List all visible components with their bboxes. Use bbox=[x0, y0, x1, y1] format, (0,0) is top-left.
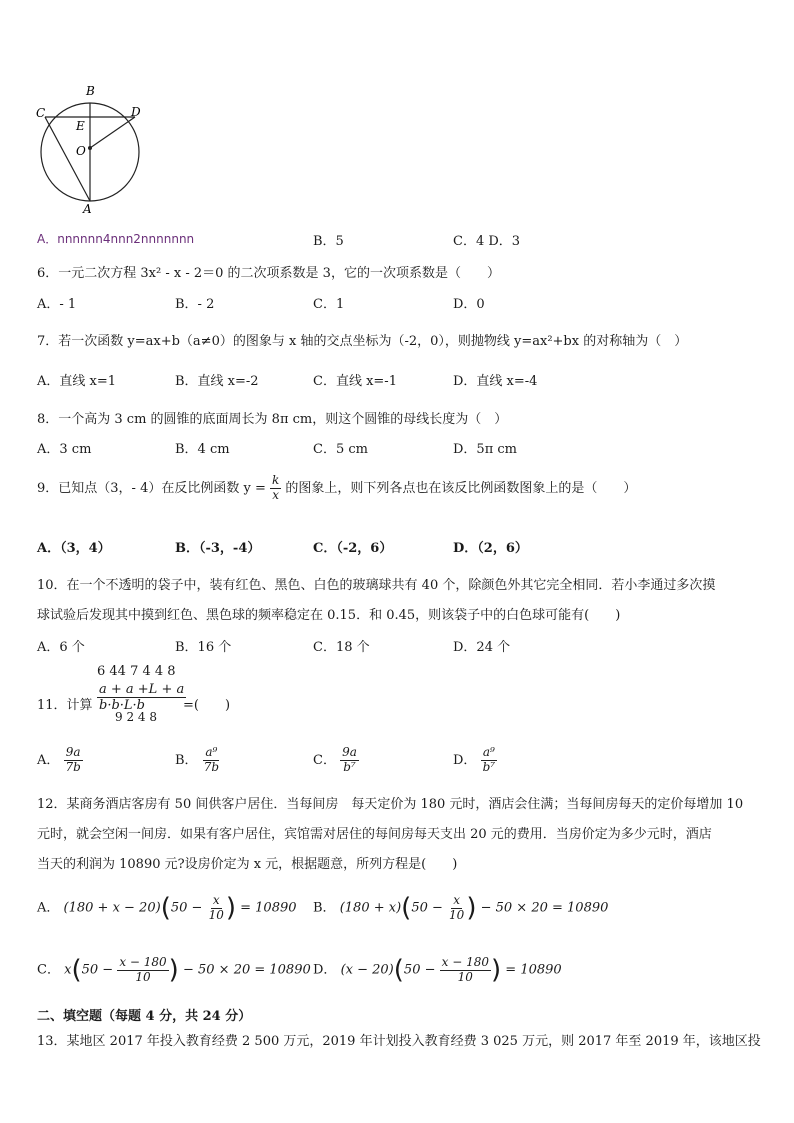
q11-option-a-label: A． bbox=[37, 752, 60, 768]
q11-option-a-num: 9a bbox=[65, 745, 81, 759]
q12-option-d-num: x − 180 bbox=[441, 954, 489, 969]
q11-prefix: 11．计算 bbox=[37, 698, 93, 713]
q12-stem-line2: 元时，就会空闲一间房．如果有客户居住，宾馆需对居住的每间房每天支出 20 元的费用．当房价定为多少元时，酒店 bbox=[37, 827, 712, 842]
q6-option-c: C．1 bbox=[313, 297, 345, 312]
q5-option-a-text: A．nnnnnn4nnn2nnnnnnn bbox=[37, 232, 195, 246]
q12-option-a-left: (180 + x − 20) bbox=[63, 900, 161, 916]
q11-option-d-num: a⁹ bbox=[482, 745, 495, 759]
q6-option-d: D．0 bbox=[453, 297, 485, 312]
q12-option-a-inner: 50 − bbox=[170, 900, 203, 916]
q12-option-b-right: − 50 × 20 = 10890 bbox=[480, 900, 609, 916]
q9-frac-num: k bbox=[271, 473, 280, 487]
q6-option-b: B．- 2 bbox=[175, 297, 215, 312]
q10-stem-line1: 10．在一个不透明的袋子中，装有红色、黑色、白色的玻璃球共有 40 个，除颜色外其它完全相同．若小李通过多次摸 bbox=[37, 578, 716, 593]
q11-option-c-num: 9a bbox=[342, 745, 357, 759]
q12-option-d-right: = 10890 bbox=[505, 962, 562, 978]
q13-stem-line1: 13．某地区 2017 年投入教育经费 2 500 万元，2019 年计划投入教育经费 3 025 万元，则 2017 年至 2019 年，该地区投 bbox=[37, 1034, 761, 1049]
q12-option-a-label: A． bbox=[37, 900, 60, 916]
q11-option-b-label: B． bbox=[175, 752, 198, 768]
q12-option-a: A． (180 + x − 20)(50 − $\frac{x}{10}$ ) = 10890 bbox=[37, 892, 297, 923]
q7-option-d: D．直线 x=-4 bbox=[453, 374, 538, 389]
q10-option-a: A．6 个 bbox=[37, 640, 85, 655]
q9-fraction bbox=[270, 474, 281, 503]
q11-option-b-num: a⁹ bbox=[205, 745, 218, 759]
q12-option-a-num: x bbox=[212, 892, 220, 907]
label-e: E bbox=[76, 119, 85, 133]
q11-option-a bbox=[37, 746, 83, 775]
q12-option-b-label: B． bbox=[313, 900, 336, 916]
q12-option-c-label: C． bbox=[37, 962, 60, 978]
label-c: C bbox=[36, 106, 46, 120]
q12-option-a-den: 10 bbox=[208, 907, 224, 922]
q11-overbrace-label: 6 44 7 4 4 8 bbox=[97, 664, 176, 679]
q12-stem-line1: 12．某商务酒店客房有 50 间供客户居住．当每间房 每天定价为 180 元时，酒店会住满；当每间房每天的定价每增加 10 bbox=[37, 797, 744, 812]
q10-stem-line2: 球试验后发现其中摸到红色、黑色球的频率稳定在 0.15．和 0.45，则该袋子中的白色球可能有( ) bbox=[37, 608, 621, 623]
q12-option-c-left: x bbox=[64, 962, 72, 978]
q8-stem: 8．一个高为 3 cm 的圆锥的底面周长为 8π cm，则这个圆锥的母线长度为（ ） bbox=[37, 412, 508, 427]
q12-option-c-inner: 50 − bbox=[81, 962, 114, 978]
q9-option-c: C．（-2，6） bbox=[313, 541, 393, 556]
q11-option-d bbox=[453, 746, 497, 775]
q8-option-b: B．4 cm bbox=[175, 442, 230, 457]
q8-option-d: D．5π cm bbox=[453, 442, 517, 457]
q10-option-c: C．18 个 bbox=[313, 640, 370, 655]
q11-underbrace-label: 9 2 4 8 bbox=[115, 710, 157, 724]
label-o: O bbox=[76, 144, 86, 158]
q5-option-a bbox=[37, 230, 194, 247]
q12-option-d-left: (x − 20) bbox=[340, 962, 394, 978]
q12-option-c-right: − 50 × 20 = 10890 bbox=[182, 962, 311, 978]
q11-option-c bbox=[313, 746, 359, 775]
q12-option-b-inner: 50 − bbox=[411, 900, 443, 916]
geometry-figure bbox=[28, 80, 148, 215]
q10-option-d: D．24 个 bbox=[453, 640, 511, 655]
label-b: B bbox=[86, 84, 95, 98]
q11-denominator: b·b·L·b bbox=[99, 698, 145, 713]
q9-stem-pre: 9．已知点（3，- 4）在反比例函数 y = bbox=[37, 480, 266, 496]
q12-option-b-num: x bbox=[453, 892, 461, 907]
q12-option-c-den: 10 bbox=[135, 969, 151, 984]
q8-option-a: A．3 cm bbox=[37, 442, 92, 457]
q12-option-b-left: (180 + x) bbox=[339, 900, 402, 916]
q12-option-d-den: 10 bbox=[457, 969, 473, 984]
q12-stem-line3: 当天的利润为 10890 元?设房价定为 x 元，根据题意，所列方程是( ) bbox=[37, 857, 458, 872]
q11-option-b-den: 7b bbox=[203, 759, 220, 774]
segment-od bbox=[90, 117, 135, 148]
q7-option-c: C．直线 x=-1 bbox=[313, 374, 397, 389]
q11-fraction bbox=[97, 682, 186, 713]
q11-option-d-den: b⁷ bbox=[482, 759, 496, 774]
q9-stem bbox=[37, 474, 636, 503]
center-point bbox=[88, 146, 92, 150]
q12-option-a-right: = 10890 bbox=[240, 900, 297, 916]
q12-option-d-label: D． bbox=[313, 962, 337, 978]
q5-option-cd: C．4 D．3 bbox=[453, 234, 521, 249]
q12-option-d: D． (x − 20)(50 − $\frac{x - 180}{10}$ ) = 10890 bbox=[313, 954, 562, 985]
q12-option-c-num: x − 180 bbox=[119, 954, 167, 969]
q11-option-c-label: C． bbox=[313, 752, 336, 768]
q9-option-d: D．（2，6） bbox=[453, 541, 528, 556]
label-d: D bbox=[131, 105, 141, 119]
q12-option-c: C． x(50 − $\frac{x - 180}{10}$ ) − 50 × 20 = 10890 bbox=[37, 954, 311, 985]
q11-option-a-den: 7b bbox=[65, 759, 81, 774]
q10-option-b: B．16 个 bbox=[175, 640, 232, 655]
q11-option-c-den: b⁷ bbox=[343, 759, 356, 774]
q6-option-a: A．- 1 bbox=[37, 297, 77, 312]
section-title-fill-in: 二、填空题（每题 4 分，共 24 分） bbox=[37, 1009, 252, 1024]
q9-frac-den: x bbox=[272, 487, 280, 502]
q6-stem: 6．一元二次方程 3x² - x - 2＝0 的二次项系数是 3，它的一次项系数是（ ） bbox=[37, 266, 500, 281]
q11-suffix: =( ) bbox=[183, 698, 231, 713]
q12-option-d-inner: 50 − bbox=[403, 962, 436, 978]
q9-option-b: B．（-3，-4） bbox=[175, 541, 261, 556]
q7-option-a: A．直线 x=1 bbox=[37, 374, 117, 389]
q7-stem: 7．若一次函数 y=ax+b（a≠0）的图象与 x 轴的交点坐标为（-2，0），则抛物线 y=ax²+bx 的对称轴为（ ） bbox=[37, 334, 688, 349]
q9-option-a: A．（3，4） bbox=[37, 541, 111, 556]
q5-option-b: B．5 bbox=[313, 234, 344, 249]
q11-option-b bbox=[175, 746, 221, 775]
label-a: A bbox=[83, 202, 92, 215]
q7-option-b: B．直线 x=-2 bbox=[175, 374, 259, 389]
q9-stem-post: 的图象上，则下列各点也在该反比例函数图象上的是（ ） bbox=[285, 480, 637, 496]
q11-option-d-label: D． bbox=[453, 752, 477, 768]
q12-option-b-den: 10 bbox=[449, 907, 465, 922]
q11-numerator: a + a +L + a bbox=[99, 682, 185, 697]
q12-option-b: B． (180 + x)(50 − $\frac{x}{10}$ ) − 50 × 20 = 10890 bbox=[313, 892, 609, 923]
q8-option-c: C．5 cm bbox=[313, 442, 368, 457]
